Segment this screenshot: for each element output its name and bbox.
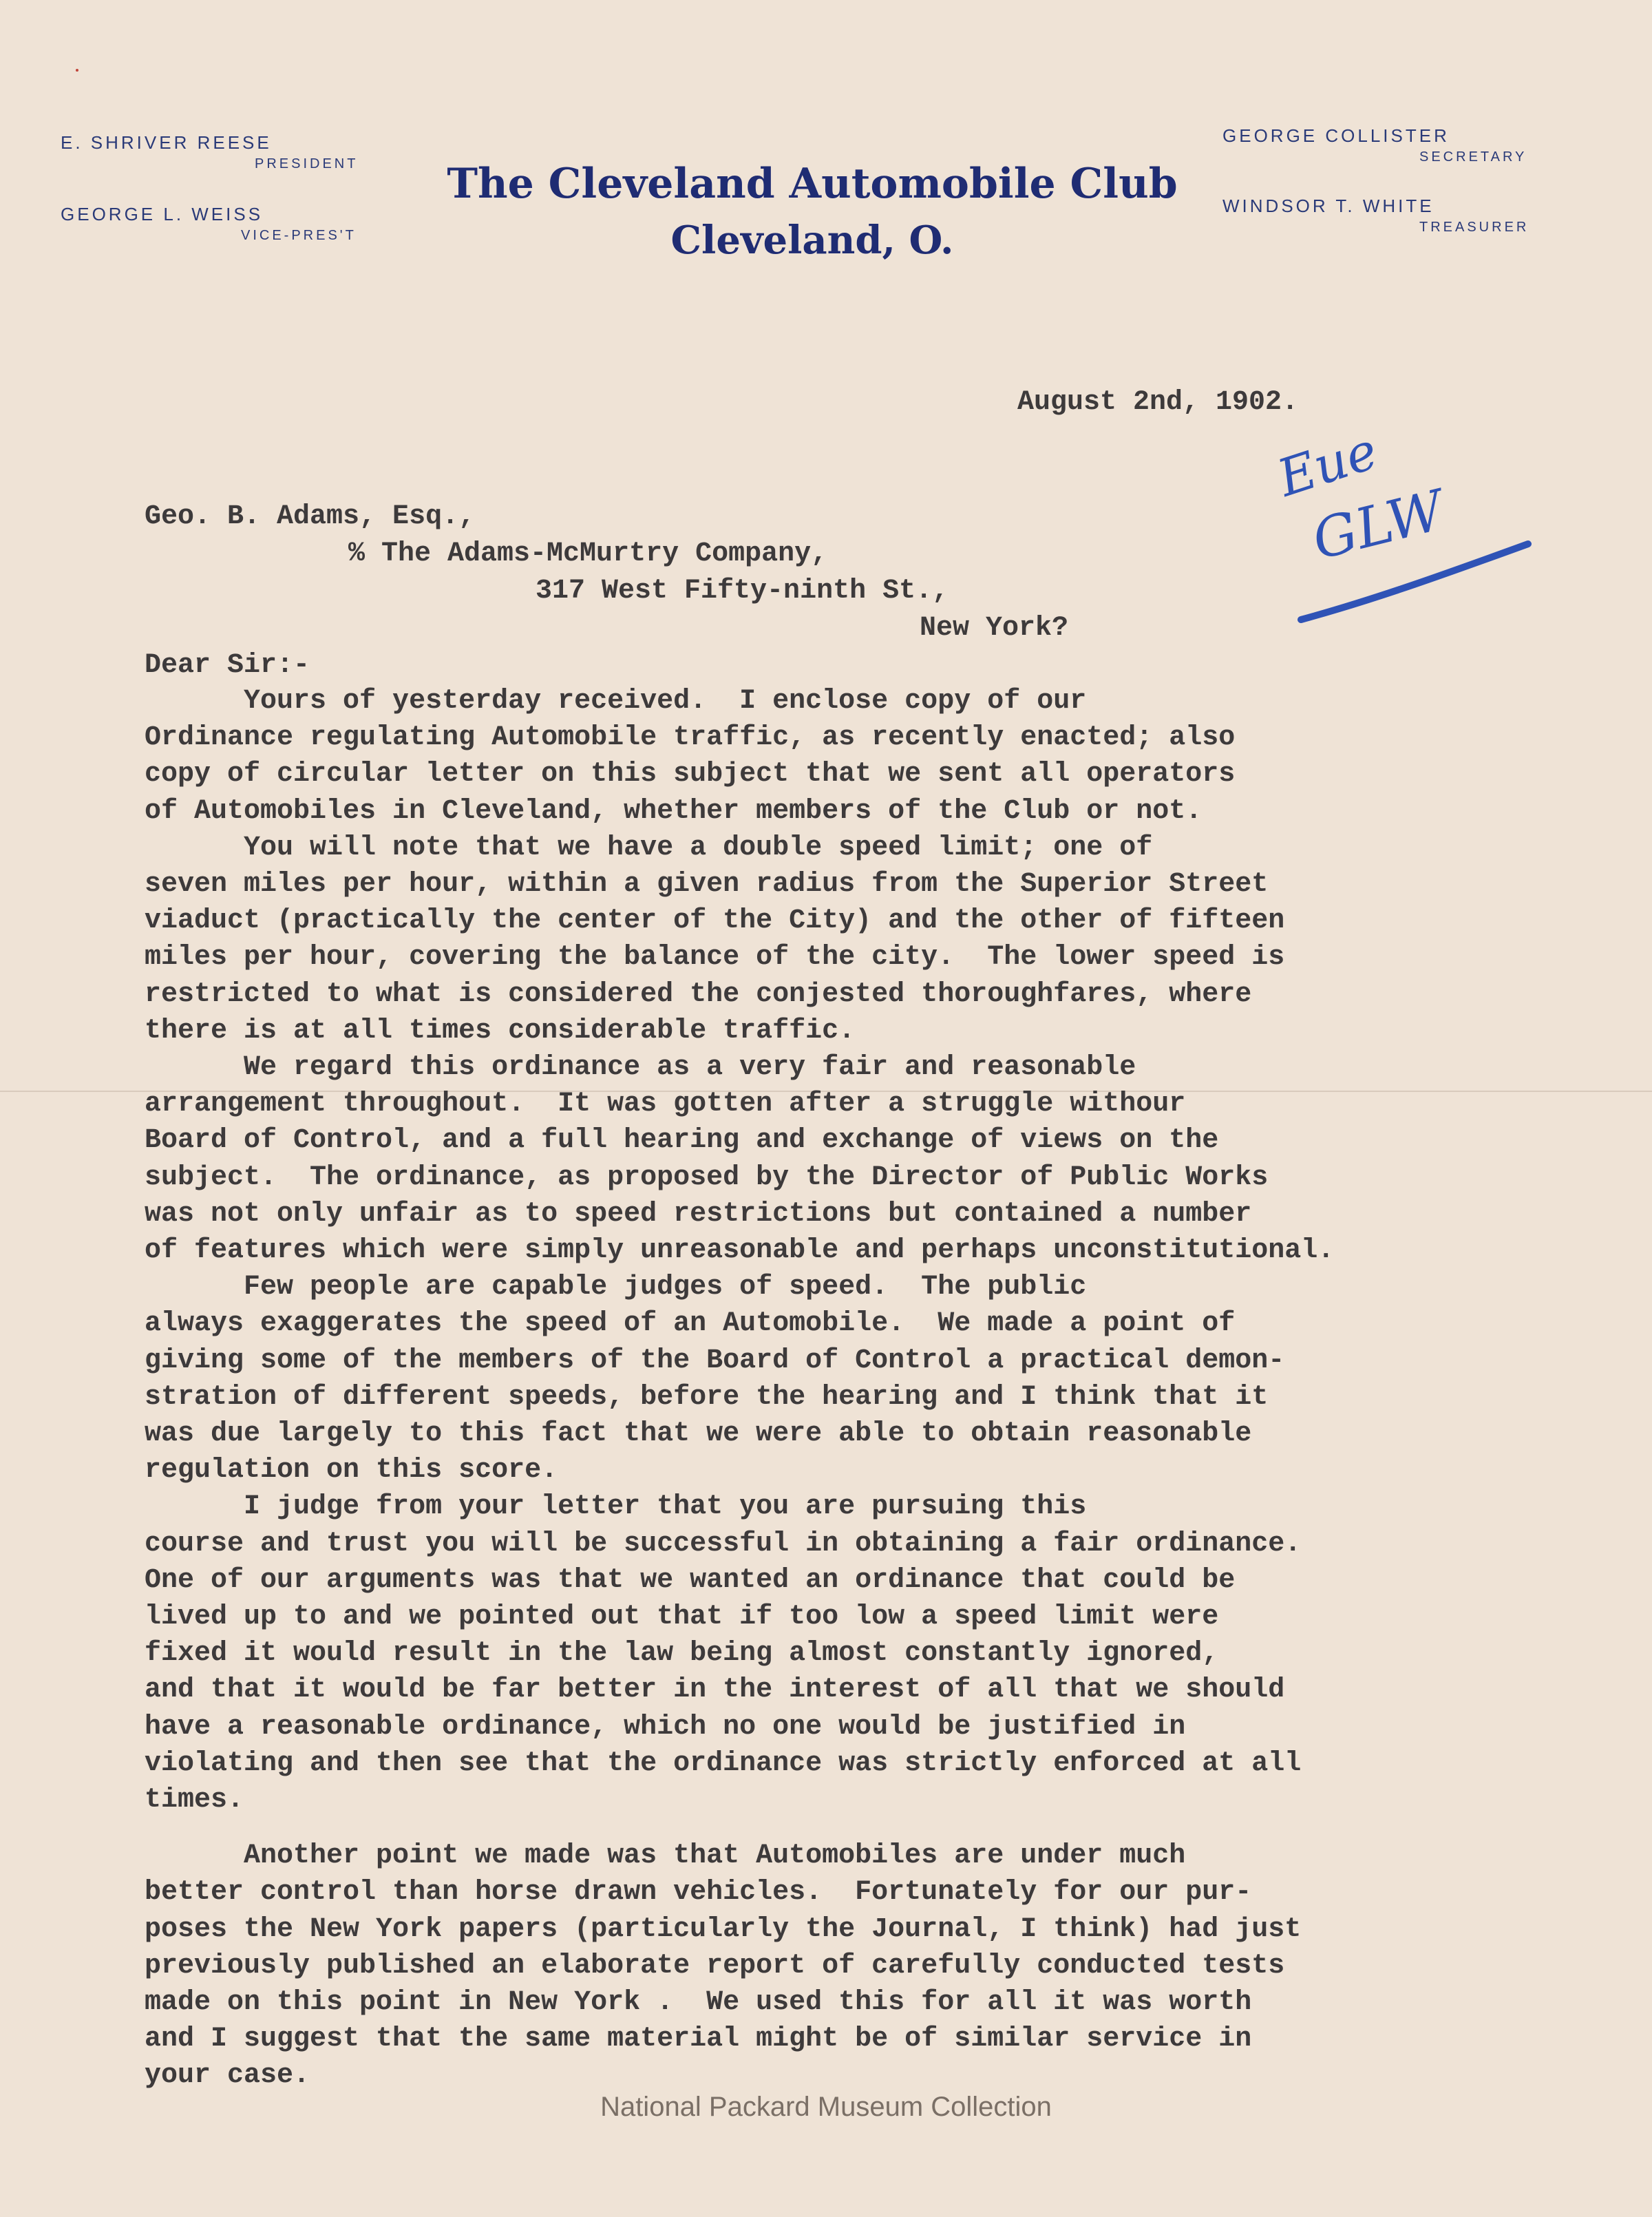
body-line: Another point we made was that Automobiles are under much: [145, 1840, 1186, 1871]
body-line: made on this point in New York . We used this for all it was worth: [145, 1987, 1252, 2018]
body-line: You will note that we have a double speed limit; one of: [145, 832, 1153, 863]
officer-title: PRESIDENT: [255, 156, 359, 171]
body-line: violating and then see that the ordinance was strictly enforced at all: [145, 1748, 1302, 1779]
body-line: copy of circular letter on this subject that we sent all operators: [145, 759, 1236, 790]
club-city: Cleveland, O.: [670, 218, 954, 263]
letter-date: August 2nd, 1902.: [1017, 387, 1299, 418]
body-line: poses the New York papers (particularly the Journal, I think) had just: [145, 1914, 1302, 1945]
officer-title: VICE-PRES'T: [241, 228, 357, 243]
body-line: always exaggerates the speed of an Automobile. We made a point of: [145, 1308, 1236, 1339]
body-line: was not only unfair as to speed restrictions but contained a number: [145, 1199, 1252, 1230]
address-line-3: 317 West Fifty-ninth St.,: [536, 576, 949, 607]
body-line: and I suggest that the same material might be of similar service in: [145, 2024, 1252, 2055]
body-line: One of our arguments was that we wanted an ordinance that could be: [145, 1565, 1236, 1596]
officer-name: WINDSOR T. WHITE: [1222, 196, 1434, 216]
body-line: lived up to and we pointed out that if too low a speed limit were: [145, 1601, 1219, 1632]
address-line-4: New York?: [920, 613, 1069, 644]
body-line: viaduct (practically the center of the City) and the other of fifteen: [145, 905, 1285, 936]
body-line: of features which were simply unreasonable and perhaps unconstitutional.: [145, 1235, 1335, 1266]
officer-title: TREASURER: [1419, 220, 1529, 235]
body-line: fixed it would result in the law being almost constantly ignored,: [145, 1638, 1219, 1669]
body-line: times.: [145, 1785, 244, 1816]
paper-mark: [76, 69, 78, 72]
body-line: stration of different speeds, before the hearing and I think that it: [145, 1382, 1269, 1413]
officer-name: GEORGE COLLISTER: [1222, 125, 1450, 146]
body-line: subject. The ordinance, as proposed by the Director of Public Works: [145, 1162, 1269, 1193]
body-line: of Automobiles in Cleveland, whether members of the Club or not.: [145, 796, 1203, 827]
body-line: better control than horse drawn vehicles. Fortunately for our pur-: [145, 1877, 1252, 1908]
club-name: The Cleveland Automobile Club: [447, 160, 1178, 208]
body-line: Few people are capable judges of speed. The public: [145, 1272, 1087, 1303]
body-line: have a reasonable ordinance, which no one would be justified in: [145, 1712, 1186, 1743]
body-line: seven miles per hour, within a given radius from the Superior Street: [145, 869, 1269, 900]
body-line: We regard this ordinance as a very fair and reasonable: [145, 1052, 1136, 1083]
handwritten-initials-1: Eue: [1271, 421, 1385, 509]
address-line-2: % The Adams-McMurtry Company,: [348, 538, 828, 569]
body-line: I judge from your letter that you are pursuing this: [145, 1491, 1087, 1522]
body-line: was due largely to this fact that we were able to obtain reasonable: [145, 1418, 1252, 1449]
salutation: Dear Sir:-: [145, 650, 310, 681]
body-line: restricted to what is considered the conjested thoroughfares, where: [145, 979, 1252, 1010]
address-line-1: Geo. B. Adams, Esq.,: [145, 501, 476, 532]
body-line: Ordinance regulating Automobile traffic, as recently enacted; also: [145, 722, 1236, 753]
body-line: previously published an elaborate report of carefully conducted tests: [145, 1951, 1285, 1982]
body-line: there is at all times considerable traffic.: [145, 1016, 856, 1047]
officer-name: E. SHRIVER REESE: [61, 132, 272, 153]
body-line: Board of Control, and a full hearing and exchange of views on the: [145, 1125, 1219, 1156]
handwritten-initials-2: GLW: [1306, 478, 1450, 572]
body-line: your case.: [145, 2060, 310, 2091]
collection-caption: National Packard Museum Collection: [600, 2092, 1052, 2122]
body-line: course and trust you will be successful in obtaining a fair ordinance.: [145, 1528, 1302, 1559]
officer-name: GEORGE L. WEISS: [61, 204, 264, 224]
officer-title: SECRETARY: [1419, 149, 1527, 165]
body-line: giving some of the members of the Board of Control a practical demon-: [145, 1345, 1285, 1376]
body-line: Yours of yesterday received. I enclose copy of our: [145, 686, 1087, 717]
body-line: miles per hour, covering the balance of the city. The lower speed is: [145, 942, 1285, 973]
handwritten-underline: [1294, 537, 1542, 633]
body-line: regulation on this score.: [145, 1455, 558, 1486]
body-line: and that it would be far better in the interest of all that we should: [145, 1674, 1285, 1705]
body-line: arrangement throughout. It was gotten after a struggle withour: [145, 1089, 1186, 1120]
